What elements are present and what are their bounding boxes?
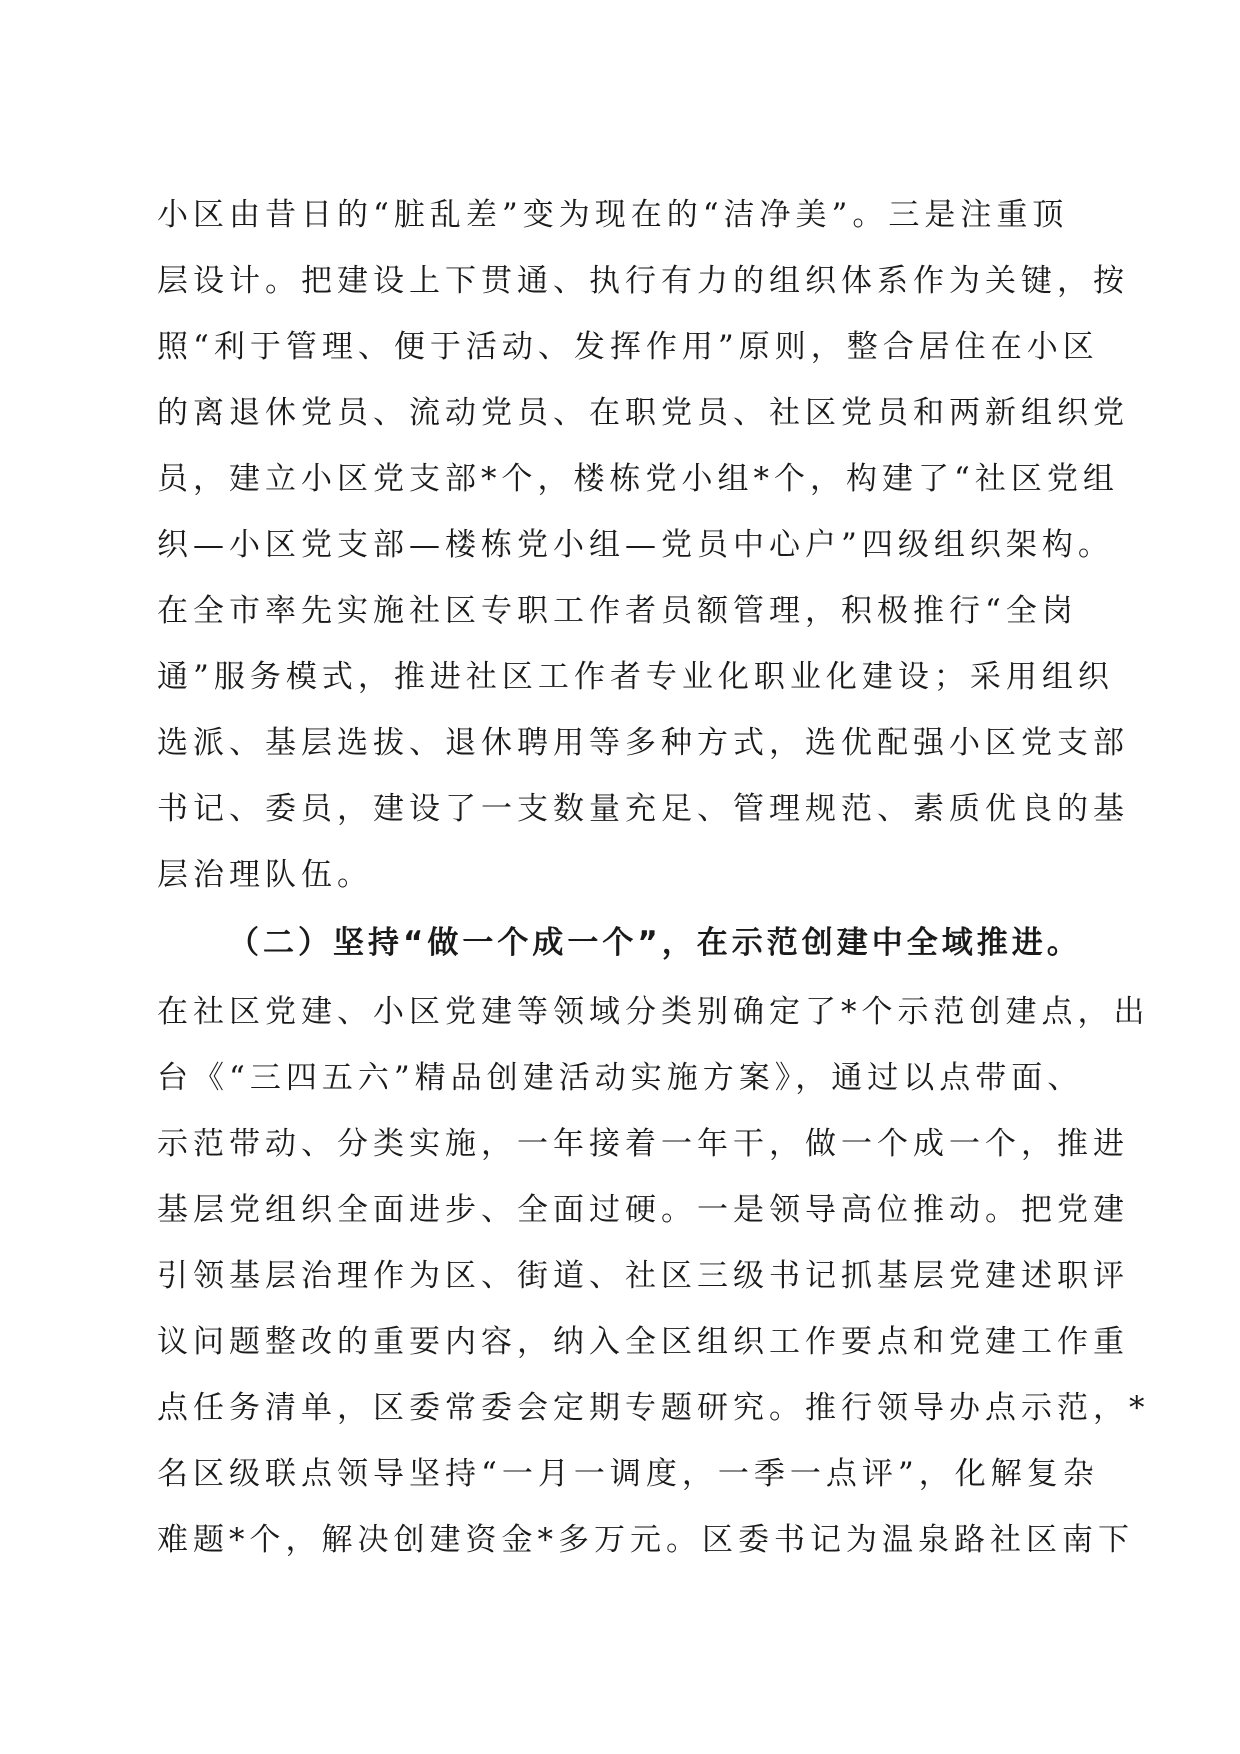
- text-line: 通”服务模式，推进社区工作者专业化职业化建设；采用组织: [157, 659, 1114, 695]
- text-line: 小区由昔日的“脏乱差”变为现在的“洁净美”。三是注重顶: [157, 197, 1069, 233]
- text-line: 照“利于管理、便于活动、发挥作用”原则，整合居住在小区: [157, 329, 1099, 365]
- text-line: 织—小区党支部—楼栋党小组—党员中心户”四级组织架构。: [157, 527, 1114, 563]
- text-line: 难题*个，解决创建资金*多万元。区委书记为温泉路社区南下: [157, 1522, 1134, 1558]
- text-line: 的离退休党员、流动党员、在职党员、社区党员和两新组织党: [157, 395, 1129, 431]
- text-line: 层设计。把建设上下贯通、执行有力的组织体系作为关键，按: [157, 263, 1129, 299]
- text-line: 选派、基层选拔、退休聘用等多种方式，选优配强小区党支部: [157, 725, 1129, 761]
- section-heading: （二）坚持“做一个成一个”，在示范创建中全域推进。: [228, 925, 1082, 961]
- text-line: 点任务清单，区委常委会定期专题研究。推行领导办点示范，*: [157, 1390, 1150, 1426]
- text-line: 示范带动、分类实施，一年接着一年干，做一个成一个，推进: [157, 1126, 1129, 1162]
- text-line: 议问题整改的重要内容，纳入全区组织工作要点和党建工作重: [157, 1324, 1129, 1360]
- text-line: 在社区党建、小区党建等领域分类别确定了*个示范创建点，出: [157, 994, 1150, 1030]
- text-line: 员，建立小区党支部*个，楼栋党小组*个，构建了“社区党组: [157, 461, 1119, 497]
- text-line: 书记、委员，建设了一支数量充足、管理规范、素质优良的基: [157, 791, 1129, 827]
- text-line: 基层党组织全面进步、全面过硬。一是领导高位推动。把党建: [157, 1192, 1129, 1228]
- text-line: 名区级联点领导坚持“一月一调度，一季一点评”，化解复杂: [157, 1456, 1099, 1492]
- text-line: 台《“三四五六”精品创建活动实施方案》，通过以点带面、: [157, 1060, 1084, 1096]
- text-line: 在全市率先实施社区专职工作者员额管理，积极推行“全岗: [157, 593, 1078, 629]
- text-line: 引领基层治理作为区、街道、社区三级书记抓基层党建述职评: [157, 1258, 1129, 1294]
- text-line: 层治理队伍。: [157, 857, 373, 893]
